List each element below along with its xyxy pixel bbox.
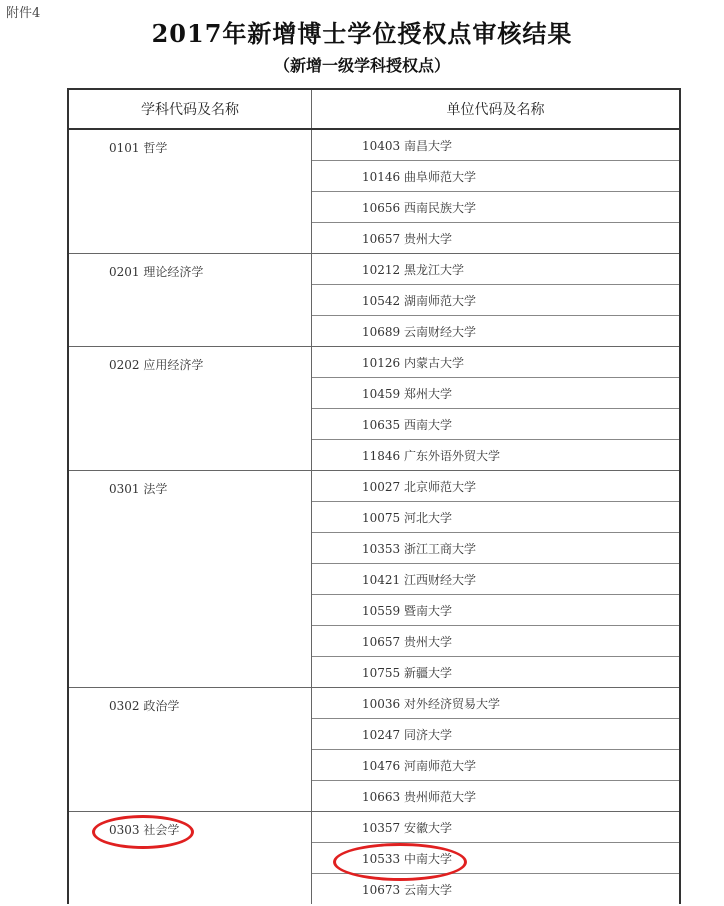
unit-row: 10353 浙江工商大学	[312, 533, 679, 564]
unit-row: 10403 南昌大学	[312, 130, 679, 161]
unit-row: 10459 郑州大学	[312, 378, 679, 409]
subject-label: 0201 理论经济学	[109, 265, 204, 279]
subject-group	[69, 347, 679, 471]
unit-list	[312, 130, 679, 253]
unit-row: 11846 广东外语外贸大学	[362, 448, 500, 463]
unit-row: 10421 江西财经大学	[312, 564, 679, 595]
unit-row: 10542 湖南师范大学	[312, 285, 679, 316]
unit-list	[312, 812, 679, 904]
page-title: 2017年新增博士学位授权点审核结果	[151, 19, 573, 48]
unit-row: 10657 贵州大学	[362, 231, 452, 246]
header-unit: 单位代码及名称	[446, 102, 545, 118]
table-header	[69, 90, 679, 130]
unit-row: 10689 云南财经大学	[362, 324, 476, 339]
unit-row: 10027 北京师范大学	[312, 471, 679, 502]
unit-row: 10126 内蒙古大学	[312, 347, 679, 378]
subject-group	[69, 254, 679, 347]
subject-cell	[69, 254, 312, 346]
subject-cell	[69, 688, 312, 811]
unit-list	[312, 688, 679, 811]
unit-row: 10146 曲阜师范大学	[312, 161, 679, 192]
unit-row: 10755 新疆大学	[362, 665, 452, 680]
subject-label: 0302 政治学	[109, 699, 180, 713]
unit-row: 10559 暨南大学	[312, 595, 679, 626]
unit-row: 10656 西南民族大学	[312, 192, 679, 223]
unit-list	[312, 254, 679, 346]
subject-label: 0202 应用经济学	[109, 358, 204, 372]
unit-list	[312, 347, 679, 470]
unit-row: 10657 贵州大学	[312, 626, 679, 657]
unit-row: 10075 河北大学	[312, 502, 679, 533]
unit-row: 10476 河南师范大学	[312, 750, 679, 781]
subject-cell	[69, 812, 312, 904]
unit-row: 10036 对外经济贸易大学	[312, 688, 679, 719]
subject-label: 0101 哲学	[109, 141, 168, 155]
header-subject: 学科代码及名称	[69, 90, 312, 128]
subject-cell	[69, 471, 312, 687]
unit-row: 10247 同济大学	[312, 719, 679, 750]
unit-row: 10533 中南大学	[312, 843, 679, 874]
subject-group	[69, 471, 679, 688]
unit-list	[312, 471, 679, 687]
unit-row: 10673 云南大学	[362, 882, 452, 897]
subject-label: 0303 社会学	[109, 823, 180, 837]
unit-row: 10212 黑龙江大学	[312, 254, 679, 285]
unit-row: 10663 贵州师范大学	[362, 789, 476, 804]
subject-cell	[69, 130, 312, 253]
results-table	[67, 88, 681, 904]
attachment-label: 附件4	[6, 6, 41, 21]
page-subtitle: （新增一级学科授权点）	[273, 56, 450, 75]
subject-label: 0301 法学	[109, 482, 168, 496]
unit-row: 10357 安徽大学	[312, 812, 679, 843]
subject-cell	[69, 347, 312, 470]
subject-group	[69, 812, 679, 904]
subject-group	[69, 130, 679, 254]
subject-group	[69, 688, 679, 812]
unit-row: 10635 西南大学	[312, 409, 679, 440]
